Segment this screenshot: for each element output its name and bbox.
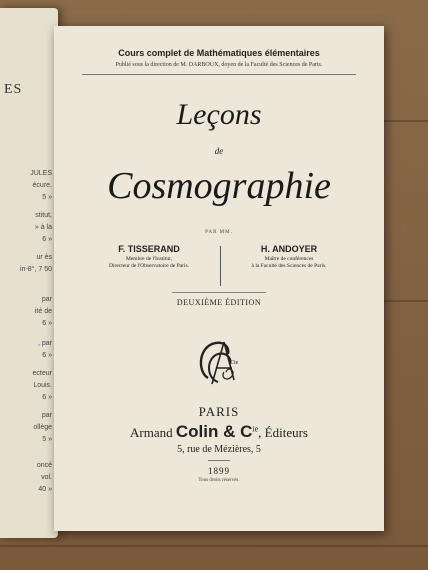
author-name: F. TISSERAND (118, 244, 180, 254)
left-page-fragment: ollège (33, 424, 52, 431)
authors-block (84, 244, 354, 288)
left-page-fragment: Louis. (33, 382, 52, 389)
left-page-fragment: vol. (41, 474, 52, 481)
rights-notice: Tous droits réservés. (198, 478, 240, 483)
series-direction: Publié sous la direction de M. DARBOUX, doyen de la Faculté des Sciences de Paris. (115, 62, 323, 68)
left-page-fragment: » à la (34, 224, 52, 231)
par-label: PAR MM. (205, 230, 233, 235)
author-title: Maître de conférences (264, 256, 314, 262)
publisher-sup: ie (252, 424, 259, 434)
publication-year: 1899 (208, 466, 230, 476)
left-page-fragment: par (41, 296, 52, 303)
left-page-fragment: ur ès (36, 254, 52, 261)
left-page-fragment: 6 » (42, 236, 52, 243)
left-page-letters: ES (4, 82, 23, 97)
left-page-fragment: par (41, 412, 52, 419)
author-andoyer (224, 244, 354, 270)
svg-text:Cie: Cie (230, 360, 239, 366)
authors-divider (220, 246, 221, 286)
left-page-fragment: 6 » (42, 394, 52, 401)
header-rule (82, 74, 356, 75)
left-page-fragment: ité de (34, 308, 52, 315)
left-page-fragment: 6 » (42, 320, 52, 327)
author-title: à la Faculté des Sciences de Paris. (251, 263, 327, 269)
left-page-fragment: écure. (32, 182, 52, 189)
title-page (54, 26, 384, 531)
author-title: Directeur de l'Observatoire de Paris. (109, 263, 189, 269)
publisher-address: 5, rue de Mézières, 5 (177, 444, 261, 455)
wood-grain (0, 545, 428, 547)
publisher-monogram-icon (194, 334, 244, 390)
left-page-fragment: , par (37, 340, 52, 347)
left-page-fragment: 6 » (42, 352, 52, 359)
book-title-line2: Cosmographie (107, 165, 331, 207)
year-rule (208, 460, 230, 461)
publisher-city: PARIS (198, 404, 240, 419)
left-page-fragment: stitut, (35, 212, 52, 219)
publisher-post: , Éditeurs (258, 425, 308, 440)
publisher-line (54, 422, 384, 442)
author-tisserand (84, 244, 214, 270)
left-page-fragment: in-8°, 7 50 (20, 266, 52, 273)
left-page-fragment: ecteur (32, 370, 52, 377)
edition-label: DEUXIÈME ÉDITION (176, 298, 262, 307)
book-title-de: de (214, 146, 224, 156)
left-page-fragment: 5 » (42, 436, 52, 443)
author-title: Membre de l'Institut, (125, 256, 173, 262)
left-page (0, 8, 58, 538)
edition-rule (172, 292, 266, 293)
book-title-line1: Leçons (176, 98, 262, 131)
left-page-fragment: 40 » (38, 486, 52, 493)
author-name: H. ANDOYER (260, 244, 318, 254)
publisher-name: Colin & C (175, 422, 253, 441)
series-title: Cours complet de Mathématiques élémentaires (118, 48, 320, 58)
publisher-pre: Armand (130, 425, 173, 440)
left-page-fragment: JULES (30, 170, 52, 177)
left-page-fragment: oncé (36, 462, 52, 469)
left-page-fragment: 5 » (42, 194, 52, 201)
